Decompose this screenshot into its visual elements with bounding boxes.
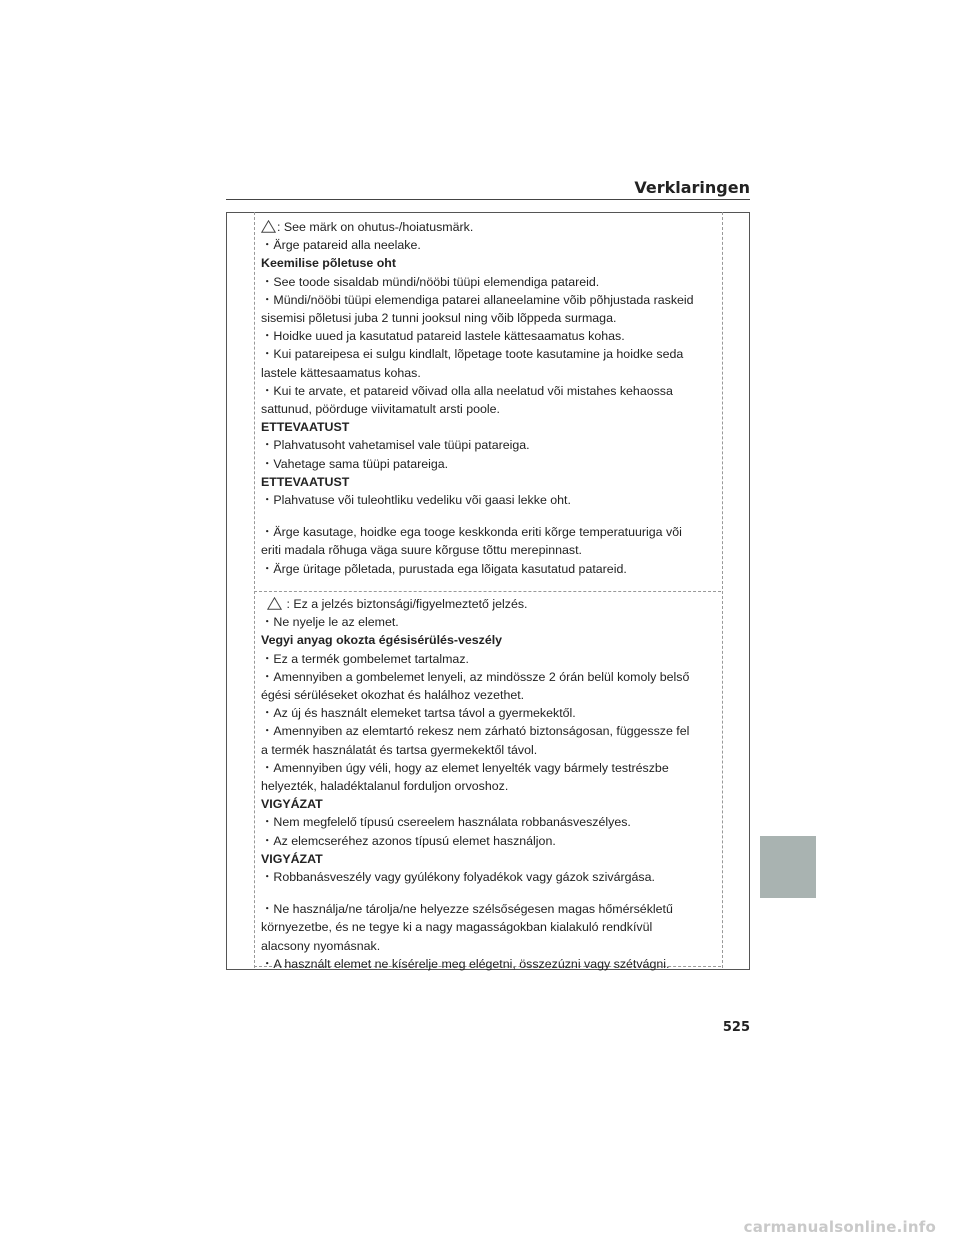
text-line: Vegyi anyag okozta égésisérülés-veszély [261, 633, 503, 648]
text-line: ・Ne használja/ne tárolja/ne helyezze szélsőségesen magas hőmérsékletű [261, 902, 673, 917]
text-line: helyezték, haladéktalanul forduljon orvoshoz. [261, 779, 509, 794]
text-line: ・Kui patareipesa ei sulgu kindlalt, lõpetage toote kasutamine ja hoidke seda [261, 347, 684, 362]
text-line: ・Amennyiben úgy véli, hogy az elemet lenyelték vagy bármely testrészbe [261, 760, 669, 775]
text-line: VIGYÁZAT [261, 797, 323, 812]
text-line: VIGYÁZAT [261, 851, 323, 866]
hungarian-warning-block [261, 595, 721, 973]
text-line: ETTEVAATUST [261, 420, 350, 435]
text-line [261, 509, 721, 523]
text-line: ・Plahvatusoht vahetamisel vale tüüpi patareiga. [261, 438, 530, 453]
estonian-symbol-text: : See märk on ohutus-/hoiatusmärk. [277, 220, 474, 234]
text-line: eriti madala rõhuga väga suure kõrguse tõttu merepinnast. [261, 543, 582, 558]
text-line: lastele kättesaamatus kohas. [261, 365, 421, 380]
text-line: ・Robbanásveszély vagy gyúlékony folyadékok vagy gázok szivárgása. [261, 870, 655, 885]
text-line: ・Az új és használt elemeket tartsa távol a gyermekektől. [261, 706, 576, 721]
text-line: égési sérüléseket okozhat és halálhoz vezethet. [261, 688, 525, 703]
text-line: sisemisi põletusi juba 2 tunni jooksul ning võib lõppeda surmaga. [261, 311, 617, 326]
text-line: ・Amennyiben a gombelemet lenyeli, az mindössze 2 órán belül komoly belső [261, 669, 690, 684]
hungarian-symbol-text: : Ez a jelzés biztonsági/figyelmeztető jelzés. [283, 597, 528, 611]
text-line: alacsony nyomásnak. [261, 938, 381, 953]
text-line: ・Kui te arvate, et patareid võivad olla alla neelatud või mistahes kehaossa [261, 383, 673, 398]
text-line: ・See toode sisaldab mündi/nööbi tüüpi elemendiga patareid. [261, 274, 600, 289]
page-number: 525 [722, 1020, 750, 1035]
text-line: ・A használt elemet ne kísérelje meg elégetni, összezúzni vagy szétvágni. [261, 956, 670, 971]
text-line: ・Hoidke uued ja kasutatud patareid lastele kättesaamatus kohas. [261, 329, 625, 344]
text-line: sattunud, pöörduge viivitamatult arsti poole. [261, 402, 501, 417]
watermark: carmanualsonline.info [743, 1218, 936, 1236]
text-line: ・Ärge patareid alla neelake. [261, 238, 421, 253]
estonian-symbol-line [261, 218, 721, 236]
text-line [261, 886, 721, 900]
text-line: ・Vahetage sama tüüpi patareiga. [261, 456, 449, 471]
text-line: környezetbe, és ne tegye ki a nagy magasságokban kialakuló rendkívül [261, 920, 653, 935]
warning-triangle-icon [261, 220, 276, 233]
text-line: ・Ärge kasutage, hoidke ega tooge keskkonda eriti kõrge temperatuuriga või [261, 525, 682, 540]
chapter-side-tab [760, 836, 816, 898]
text-line: ・Ne nyelje le az elemet. [261, 615, 399, 630]
text-line: ETTEVAATUST [261, 474, 350, 489]
header-rule [226, 199, 750, 200]
text-line: ・Mündi/nööbi tüüpi elemendiga patarei allaneelamine võib põhjustada raskeid [261, 292, 694, 307]
language-divider [254, 591, 721, 592]
text-line: Keemilise põletuse oht [261, 256, 396, 271]
estonian-warning-block [261, 218, 721, 578]
estonian-lines [261, 236, 721, 578]
text-line: a termék használatát és tartsa gyermekektől távol. [261, 742, 538, 757]
text-line: ・Amennyiben az elemtartó rekesz nem zárható biztonságosan, függessze fel [261, 724, 690, 739]
hungarian-symbol-line [261, 595, 721, 613]
section-title: Verklaringen [634, 178, 750, 197]
text-line: ・Ez a termék gombelemet tartalmaz. [261, 651, 469, 666]
hungarian-lines [261, 613, 721, 973]
warning-triangle-icon [267, 597, 282, 610]
text-line: ・Nem megfelelő típusú csereelem használata robbanásveszélyes. [261, 815, 631, 830]
text-line: ・Az elemcseréhez azonos típusú elemet használjon. [261, 833, 556, 848]
text-line: ・Ärge üritage põletada, purustada ega lõigata kasutatud patareid. [261, 561, 627, 576]
text-line: ・Plahvatuse või tuleohtliku vedeliku või gaasi lekke oht. [261, 493, 571, 508]
